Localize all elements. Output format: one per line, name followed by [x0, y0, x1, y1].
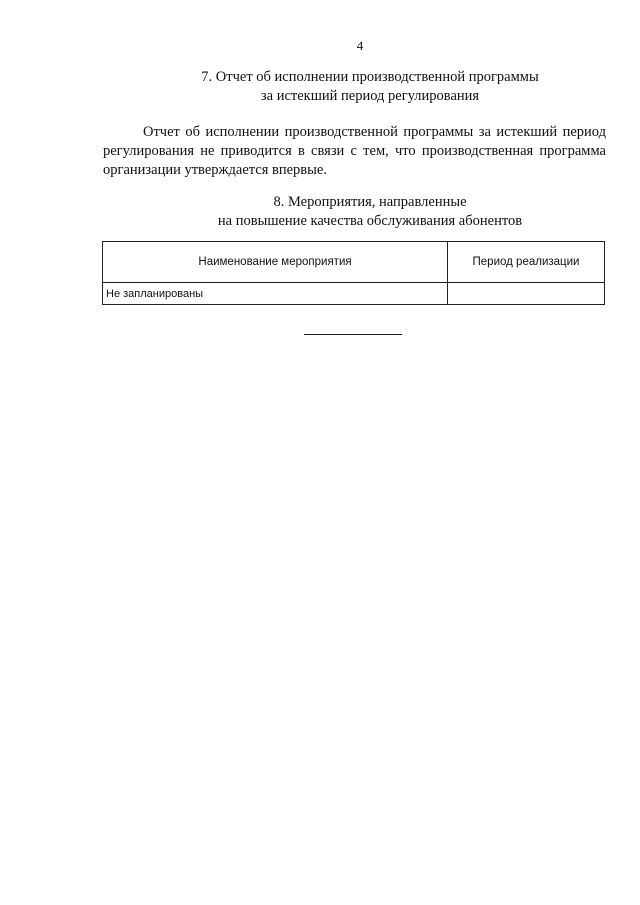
table-row [103, 283, 605, 305]
section-7-title-line-2: за истекший период регулирования [260, 88, 480, 104]
end-divider-line [304, 334, 402, 335]
section-7-title-line-1: 7. Отчет об исполнении производственной программы [201, 69, 539, 85]
column-header-event-name: Наименование мероприятия [103, 242, 448, 283]
table-cell-period [448, 283, 605, 305]
section-8-title-line-2: на повышение качества обслуживания абонентов [217, 213, 523, 229]
section-8-title-line-1: 8. Мероприятия, направленные [273, 194, 467, 210]
table-header-row [103, 242, 605, 283]
events-table [102, 241, 605, 305]
section-8-heading [0, 193, 640, 231]
section-7-paragraph: Отчет об исполнении производственной программы за истекший период регулирования не приводится в связи с тем, что производственная программа организации утверждается впервые. [103, 124, 606, 178]
column-header-period: Период реализации [448, 242, 605, 283]
section-7-heading [0, 68, 640, 106]
page-number: 4 [356, 38, 364, 53]
table-cell-event-name: Не запланированы [103, 283, 448, 305]
